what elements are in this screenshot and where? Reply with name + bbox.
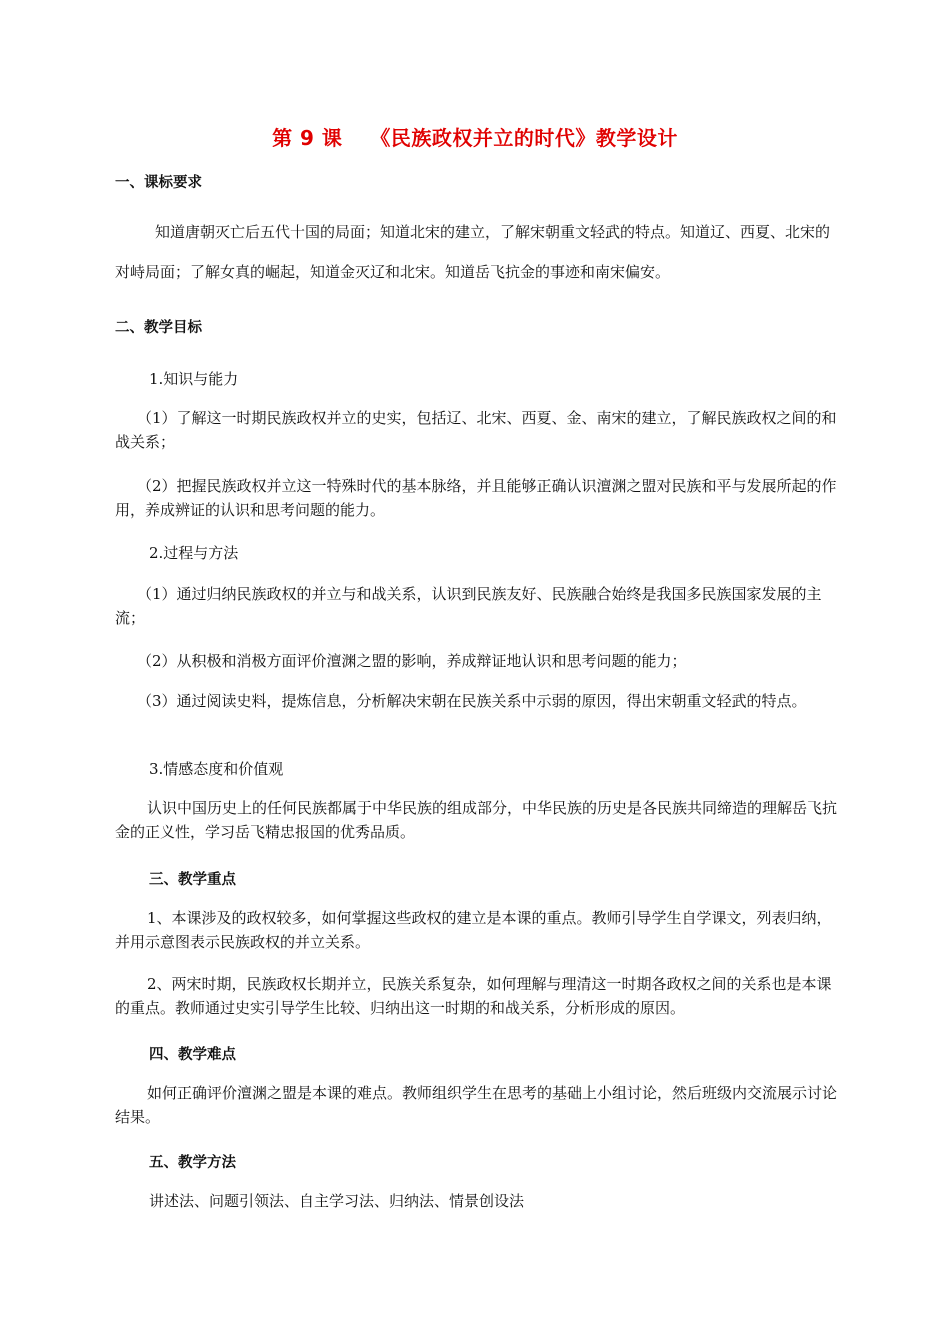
- curriculum-standards-text: 知道唐朝灭亡后五代十国的局面；知道北宋的建立，了解宋朝重文轻武的特点。知道辽、西夏、北宋的对峙局面；了解女真的崛起，知道金灭辽和北宋。知道岳飞抗金的事迹和南宋偏安。: [115, 223, 831, 281]
- process-method-item-2: （2）从积极和消极方面评价澶渊之盟的影响，养成辩证地认识和思考问题的能力；: [137, 652, 687, 670]
- teaching-methods-text: 讲述法、问题引领法、自主学习法、归纳法、情景创设法: [149, 1192, 525, 1210]
- process-method-item-1: （1）通过归纳民族政权的并立与和战关系，认识到民族友好、民族融合始终是我国多民族国家发展的主流；: [115, 585, 822, 627]
- key-points-item-1: 1、本课涉及的政权较多，如何掌握这些政权的建立是本课的重点。教师引导学生自学课文，列表归纳，并用示意图表示民族政权的并立关系。: [115, 909, 832, 951]
- emotion-values-text: 认识中国历史上的任何民族都属于中华民族的组成部分，中华民族的历史是各民族共同缔造的理解岳飞抗金的正义性，学习岳飞精忠报国的优秀品质。: [115, 799, 838, 841]
- document-title: 第 9 课 《民族政权并立的时代》教学设计: [272, 126, 678, 150]
- section-heading-key-points: 三、教学重点: [149, 872, 236, 888]
- difficulties-text: 如何正确评价澶渊之盟是本课的难点。教师组织学生在思考的基础上小组讨论，然后班级内交流展示讨论结果。: [115, 1084, 838, 1126]
- knowledge-ability-item-1: （1）了解这一时期民族政权并立的史实，包括辽、北宋、西夏、金、南宋的建立，了解民族政权之间的和战关系；: [115, 409, 837, 451]
- section-heading-curriculum-standards: 一、课标要求: [115, 175, 202, 191]
- section-heading-difficulties: 四、教学难点: [149, 1047, 236, 1063]
- process-method-item-3: （3）通过阅读史料，提炼信息，分析解决宋朝在民族关系中示弱的原因，得出宋朝重文轻武的特点。: [137, 692, 807, 710]
- section-heading-teaching-objectives: 二、教学目标: [115, 320, 202, 336]
- key-points-item-2: 2、两宋时期，民族政权长期并立，民族关系复杂，如何理解与理清这一时期各政权之间的关系也是本课的重点。教师通过史实引导学生比较、归纳出这一时期的和战关系，分析形成的原因。: [115, 975, 832, 1017]
- section-heading-teaching-methods: 五、教学方法: [149, 1155, 236, 1171]
- subheading-emotion-values: 3.情感态度和价值观: [149, 760, 284, 778]
- subheading-process-method: 2.过程与方法: [149, 544, 239, 562]
- subheading-knowledge-ability: 1.知识与能力: [149, 370, 239, 388]
- knowledge-ability-item-2: （2）把握民族政权并立这一特殊时代的基本脉络，并且能够正确认识澶渊之盟对民族和平与发展所起的作用，养成辨证的认识和思考问题的能力。: [115, 477, 837, 519]
